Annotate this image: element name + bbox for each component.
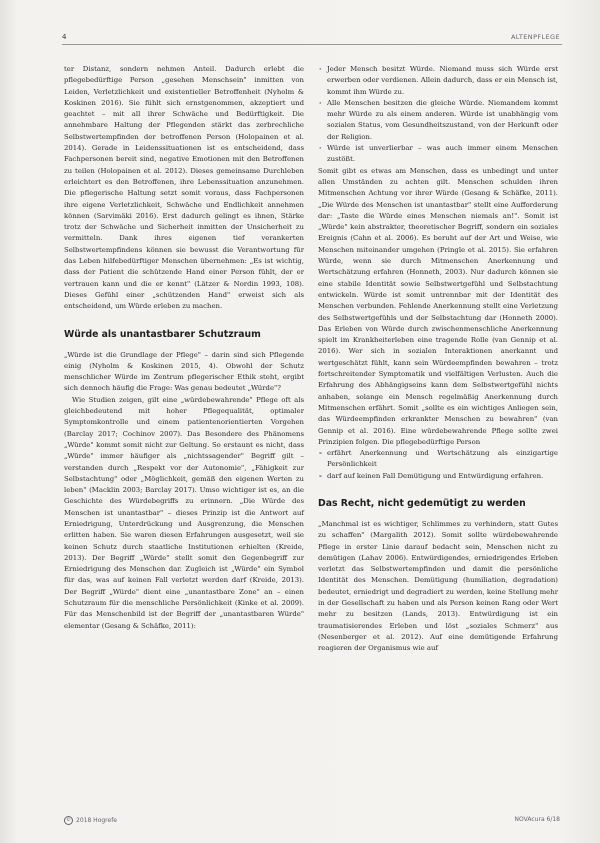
section-heading-schutzraum: Würde als unantastbarer Schutzraum bbox=[64, 328, 261, 340]
body-paragraph: „Würde ist die Grundlage der Pflege" – darin sind sich Pflegende einig (Nyholm & Koskinen 2015, 4). Obwohl der Schutz menschlicher Würde im Zentrum pflegerischer Ethik steht, ergibt sich dennoch häufig die Frage: Was genau bedeutet „Würde"? bbox=[64, 350, 304, 393]
care-principles-list bbox=[318, 448, 558, 482]
right-column bbox=[318, 64, 558, 655]
dignity-principles-list bbox=[318, 64, 558, 166]
body-paragraph: „Manchmal ist es wichtiger, Schlimmes zu verhindern, statt Gutes zu schaffen" (Margalith 2012). Somit sollte würdebewahrende Pflege in erster Linie darauf bedacht sein, Menschen nicht zu demütigen (Lahav 2006). Entwürdigendes, erniedrigendes Erleben verletzt das Selbstwertempfinden und damit die persönliche Identität des Menschen. Demütigung (humiliation, degradation) bedeutet, erniedrigt und degradiert zu werden, keine Stellung mehr in der Gesellschaft zu haben und als Person keinen Rang oder Wert mehr zu besitzen (Lands, 2013). Entwürdigung ist ein traumatisierendes Erleben und löst „soziales Schmerz" aus (Nesenberger et al. 2012). Auf eine demütigende Erfahrung reagieren der Organismus wie auf bbox=[318, 519, 558, 653]
footer-issue: NOVAcura 6/18 bbox=[514, 816, 560, 823]
body-paragraph: Wie Studien zeigen, gilt eine „würdebewahrende" Pflege oft als gleichbedeutend mit hoher Pflegequalität, optimaler Symptomkontrolle und einem patientenorientierten Vorgehen (Barclay 2017; Cochinov 2007). Das Besondere des Phänomens „Würde" kommt somit nicht zur Geltung. So erstaunt es nicht, dass „Würde" immer häufiger als „nichtssagender" Begriff gilt – verstanden durch „Respekt vor der Autonomie", „Fähigkeit zur Selbstachtung" oder „Möglichkeit, gemäß den eigenen Werten zu leben" (Macklin 2003; Barclay 2017). Umso wichtiger ist es, an die Geschichte des Würdebegriffs zu erinnern. „Die Würde des Menschen ist unantastbar" – dieses Prinzip ist die Antwort auf Erniedrigung, Unterdrückung und Ausgrenzung, die Menschen erlitten haben. Sie waren diesen Erfahrungen ausgesetzt, weil sie keinen Schutz durch staatliche Institutionen erhielten (Kreide, 2013). Der Begriff „Würde" stellt somit den Gegenbegriff zur Erniedrigung des Menschen dar. Zugleich ist „Würde" ein Symbol für das, was auf keinen Fall verletzt werden darf (Kreide, 2013). Der Begriff „Würde" dient eine „unantastbare Zone" an – einen Schutzraum für die menschliche Persönlichkeit (Kinke et al. 2009). Für das Menschenbild ist der Begriff der „unantastbaren Würde" elementar (Gesang & Schäfke, 2011): bbox=[64, 395, 304, 630]
section-heading-recht: Das Recht, nicht gedemütigt zu werden bbox=[318, 497, 526, 509]
page-number: 4 bbox=[62, 33, 67, 41]
footer-publisher bbox=[64, 816, 117, 825]
list-item: - darf auf keinen Fall Demütigung und Entwürdigung erfahren. bbox=[318, 471, 558, 482]
list-item: - erfährt Anerkennung und Wertschätzung als einzigartige Persönlichkeit bbox=[318, 448, 558, 471]
body-paragraph: Somit gibt es etwas am Menschen, dass es unbedingt und unter allen Umständen zu achten gilt. Menschen schulden ihren Mitmenschen Achtung vor ihrer Würde (Gesang & Schäfke, 2011). „Die Würde des Menschen ist unantastbar" stellt eine Aufforderung dar: „Taste die Würde eines Menschen niemals an!". Somit ist „Würde" kein abstrakter, theoretischer Begriff, sondern ein soziales Ereignis (Cahn et al. 2006). Es beruht auf der Art und Weise, wie Menschen miteinander umgehen (Pringle et al. 2015). Sie erfahren Würde, wenn sie durch Mitmenschen Anerkennung und Wertschätzung erfahren (Honneth, 2003). Nur dadurch können sie eine stabile Identität sowie Selbstwertgefühl und Selbstachtung entwickeln. Würde ist somit untrennbar mit der Identität des Menschen verbunden. Fehlende Anerkennung stellt eine Verletzung des Selbstwertgefühls und der Selbstachtung dar (Honneth 2000). Das Erleben von Würde durch zwischenmenschliche Anerkennung spielt im Krankheiterleben eine tragende Rolle (van Gennip et al. 2016). Wer sich in sozialen Interaktionen anerkannt und wertgeschätzt fühlt, kann sein Würdeempfinden bewahren – trotz fortschreitender Symptomatik und vielfältigen Verlusten. Auch die Erfahrung des Abhängigseins kann dem Selbstwertgefühl nichts anhaben, solange ein Mensch regelmäßig Anerkennung durch Mitmenschen erfährt. Somit „sollte es ein wichtiges Anliegen sein, das Würdeempfinden erkrankter Menschen zu bewahren" (van Gennip et al. 2016). Eine würdebewahrende Pflege sollte zwei Prinzipien folgen. Die pflegebedürftige Person bbox=[318, 166, 558, 446]
list-item: · Würde ist unverlierbar – was auch immer einem Menschen zustößt. bbox=[318, 143, 558, 166]
running-header: ALTENPFLEGE bbox=[510, 33, 560, 41]
intro-paragraph: ter Distanz, sondern nehmen Anteil. Dadurch erlebt die pflegebedürftige Person „gesehen Menschsein" inmitten von Leiden, Verletzlichkeit und existentieller Betroffenheit (Nyholm & Koskinen 2016). Sie fühlt sich ernstgenommen, akzeptiert und geachtet – mit all ihrer Schwäche und Bedürftigkeit. Die annehmbare Haltung der Pflegenden stärkt das zerbrechliche Selbstwertempfinden der betroffenen Person (Holopainen et al. 2014). Gerade in Leidenssituationen ist es entscheidend, dass Fachpersonen bereit sind, negative Emotionen mit den Betroffenen zu teilen (Holopainen et al. 2012). Dieses gemeinsame Durchleben erleichtert es den Betroffenen, ihre Lebenssituation anzunehmen. Die pflegerische Haltung setzt somit voraus, dass Fachpersonen ihre eigene Verletzlichkeit, Schwäche und Endlichkeit annehmen können (Sarvimäki 2016). Erst dadurch gelingt es ihnen, Stärke trotz der Schwäche und Sicherheit inmitten der Unsicherheit zu vermitteln. Dank ihres eigenen tief verankerten Selbstwertempfindens können sie bewusst die Verantwortung für das Leben hilfebedürftiger Menschen übernehmen: „Es ist wichtig, dass der Patient die schützende Hand einer Person fühlt, der er vertrauen kann und die er kennt" (Lätzer & Nordin 1993, 108). Dieses Gefühl einer „schützenden Hand" erweist sich als entscheidend, um Würde erleben zu machen. bbox=[64, 65, 304, 311]
copyright-icon: © bbox=[64, 816, 73, 825]
list-item: · Jeder Mensch besitzt Würde. Niemand muss sich Würde erst erwerben oder verdienen. Allein dadurch, dass er ein Mensch ist, kommt ihm Würde zu. bbox=[318, 64, 558, 98]
left-column bbox=[64, 64, 304, 632]
list-item: · Alle Menschen besitzen die gleiche Würde. Niemandem kommt mehr Würde zu als einem anderen. Würde ist unabhängig vom sozialen Status, vom Gesundheitszustand, von der Herkunft oder der Religion. bbox=[318, 98, 558, 143]
header-rule bbox=[62, 44, 562, 45]
publisher-text: 2018 Hogrefe bbox=[76, 817, 117, 824]
